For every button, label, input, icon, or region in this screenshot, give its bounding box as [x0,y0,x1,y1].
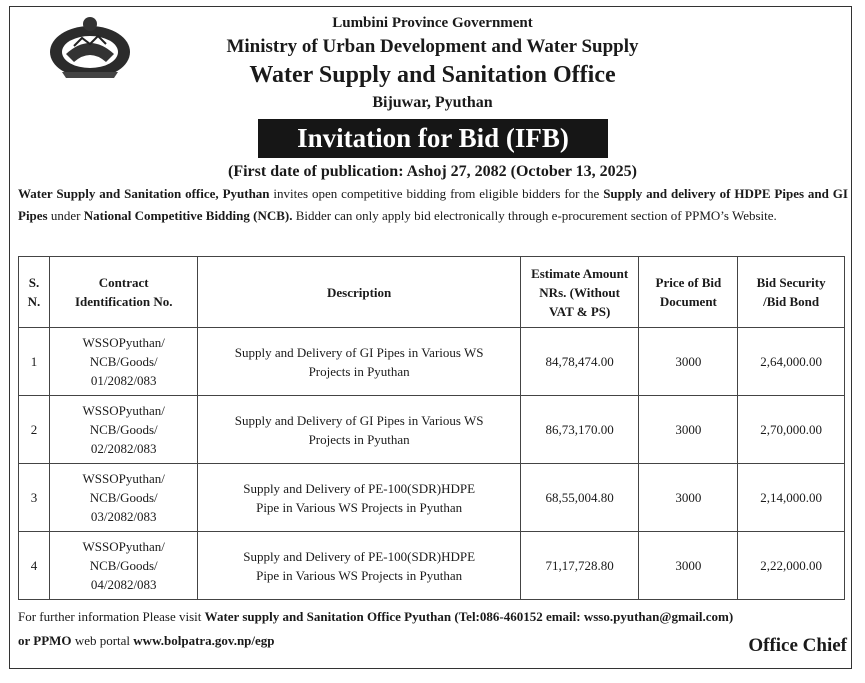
cell-price: 3000 [639,532,738,600]
cell-description: Supply and Delivery of PE-100(SDR)HDPE Pipe in Various WS Projects in Pyuthan [198,532,520,600]
cell-contract: WSSOPyuthan/ NCB/Goods/ 01/2082/083 [49,328,198,396]
intro-text-2: under [47,208,84,223]
cell-contract: WSSOPyuthan/ NCB/Goods/ 04/2082/083 [49,532,198,600]
col-estimate: Estimate Amount NRs. (Without VAT & PS) [520,257,639,328]
bid-table [18,256,845,600]
office-location: Bijuwar, Pyuthan [372,94,493,111]
cell-security: 2,14,000.00 [738,464,845,532]
cell-security: 2,64,000.00 [738,328,845,396]
cell-description: Supply and Delivery of GI Pipes in Various WS Projects in Pyuthan [198,396,520,464]
cell-price: 3000 [639,396,738,464]
cell-description: Supply and Delivery of PE-100(SDR)HDPE Pipe in Various WS Projects in Pyuthan [198,464,520,532]
cell-contract: WSSOPyuthan/ NCB/Goods/ 03/2082/083 [49,464,198,532]
intro-text-1: invites open competitive bidding from eligible bidders for the [269,186,604,201]
cell-description: Supply and Delivery of GI Pipes in Various WS Projects in Pyuthan [198,328,520,396]
footer-contact [18,605,848,653]
intro-text-3: Bidder can only apply bid electronically through e-procurement section of PPMO’s Website. [292,208,777,223]
col-price: Price of Bid Document [639,257,738,328]
intro-office: Water Supply and Sanitation office, Pyuthan [18,186,270,201]
cell-security: 2,22,000.00 [738,532,845,600]
government-name: Lumbini Province Government [332,15,533,31]
cell-estimate: 71,17,728.80 [520,532,639,600]
cell-price: 3000 [639,464,738,532]
footer-text-1: For further information Please visit [18,609,205,624]
cell-estimate: 68,55,004.80 [520,464,639,532]
col-sn: S. N. [19,257,50,328]
cell-contract: WSSOPyuthan/ NCB/Goods/ 02/2082/083 [49,396,198,464]
cell-sn: 2 [19,396,50,464]
intro-paragraph [18,183,848,227]
table-row [19,328,845,396]
footer-ppmo: or PPMO [18,633,72,648]
col-contract: Contract Identification No. [49,257,198,328]
cell-estimate: 86,73,170.00 [520,396,639,464]
cell-security: 2,70,000.00 [738,396,845,464]
table-header-row [19,257,845,328]
intro-method: National Competitive Bidding (NCB). [83,208,293,223]
intro-scope: Supply and delivery of HDPE Pipes and GI Pipes [18,186,848,223]
table-row [19,464,845,532]
cell-price: 3000 [639,328,738,396]
cell-sn: 4 [19,532,50,600]
signature-office-chief: Office Chief [748,635,847,656]
footer-office-contact: Water supply and Sanitation Office Pyuthan (Tel:086-460152 email: wsso.pyuthan@gmail.com) [204,609,734,624]
publication-date: (First date of publication: Ashoj 27, 2082 (October 13, 2025) [227,163,637,180]
col-security: Bid Security /Bid Bond [738,257,845,328]
notice-title: Invitation for Bid (IFB) [258,119,608,158]
ministry-name: Ministry of Urban Development and Water Supply [226,36,639,57]
footer-portal-link: www.bolpatra.gov.np/egp [133,633,275,648]
cell-sn: 1 [19,328,50,396]
cell-sn: 3 [19,464,50,532]
office-name: Water Supply and Sanitation Office [249,62,616,88]
footer-text-2: web portal [71,633,134,648]
table-row [19,532,845,600]
table-row [19,396,845,464]
col-description: Description [198,257,520,328]
cell-estimate: 84,78,474.00 [520,328,639,396]
